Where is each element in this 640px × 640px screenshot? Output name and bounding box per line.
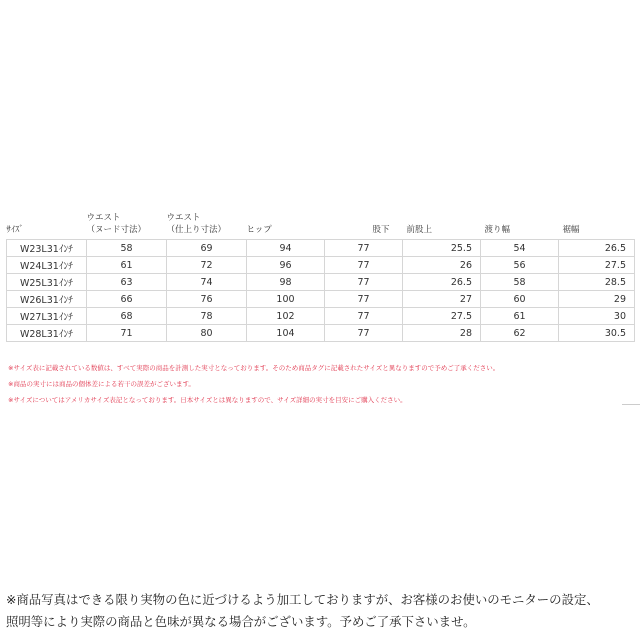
hem-width-cell: 29: [559, 291, 635, 308]
hip-cell: 96: [247, 257, 325, 274]
disclaimer-line-1: ※商品写真はできる限り実物の色に近づけるよう加工しておりますが、お客様のお使いのモニターの設定、: [6, 592, 599, 607]
edge-divider: [622, 404, 640, 405]
hem-width-cell: 30: [559, 308, 635, 325]
size-cell: W26L31ｲﾝﾁ: [7, 291, 87, 308]
inseam-cell: 77: [325, 274, 403, 291]
front-rise-cell: 26.5: [403, 274, 481, 291]
size-chart-table: [6, 206, 635, 342]
front-rise-cell: 26: [403, 257, 481, 274]
waist-finished-cell: 69: [167, 240, 247, 257]
waist-nude-cell: 58: [87, 240, 167, 257]
thigh-width-cell: 54: [481, 240, 559, 257]
header-thigh-width: 渡り幅: [484, 225, 511, 235]
front-rise-cell: 27.5: [403, 308, 481, 325]
size-notes: [8, 360, 628, 408]
hem-width-cell: 27.5: [559, 257, 635, 274]
thigh-width-cell: 56: [481, 257, 559, 274]
header-front-rise: 前股上: [406, 225, 433, 235]
table-row: [7, 308, 635, 325]
header-waist-finished: ウエスト （仕上り寸法）: [166, 213, 227, 235]
hem-width-cell: 26.5: [559, 240, 635, 257]
hem-width-cell: 28.5: [559, 274, 635, 291]
table-row: [7, 240, 635, 257]
table-row: [7, 274, 635, 291]
waist-finished-cell: 74: [167, 274, 247, 291]
size-cell: W28L31ｲﾝﾁ: [7, 325, 87, 342]
inseam-cell: 77: [325, 257, 403, 274]
note-variance: ※商品の実寸には商品の個体差による若干の誤差がございます。: [8, 380, 195, 388]
inseam-cell: 77: [325, 291, 403, 308]
front-rise-cell: 28: [403, 325, 481, 342]
color-disclaimer: [6, 589, 636, 633]
hip-cell: 102: [247, 308, 325, 325]
table-row: [7, 325, 635, 342]
waist-nude-cell: 63: [87, 274, 167, 291]
inseam-cell: 77: [325, 308, 403, 325]
header-hip: ヒップ: [246, 225, 272, 235]
inseam-cell: 77: [325, 240, 403, 257]
thigh-width-cell: 58: [481, 274, 559, 291]
thigh-width-cell: 62: [481, 325, 559, 342]
waist-finished-cell: 78: [167, 308, 247, 325]
disclaimer-line-2: 照明等により実際の商品と色味が異なる場合がございます。予めご了承下さいませ。: [6, 614, 476, 629]
hip-cell: 100: [247, 291, 325, 308]
hem-width-cell: 30.5: [559, 325, 635, 342]
header-inseam: 股下: [372, 225, 390, 235]
header-size: ｻｲｽﾞ: [6, 225, 24, 235]
header-waist-nude: ウエスト （ヌード寸法）: [86, 213, 147, 235]
waist-nude-cell: 61: [87, 257, 167, 274]
size-cell: W27L31ｲﾝﾁ: [7, 308, 87, 325]
waist-nude-cell: 68: [87, 308, 167, 325]
waist-nude-cell: 66: [87, 291, 167, 308]
size-cell: W24L31ｲﾝﾁ: [7, 257, 87, 274]
thigh-width-cell: 60: [481, 291, 559, 308]
hip-cell: 94: [247, 240, 325, 257]
front-rise-cell: 27: [403, 291, 481, 308]
table-row: [7, 291, 635, 308]
inseam-cell: 77: [325, 325, 403, 342]
note-us-sizing: ※サイズについてはアメリカサイズ表記となっております。日本サイズとは異なりますので、サイズ詳細の実寸を目安にご購入ください。: [8, 396, 407, 404]
note-measurement: ※サイズ表に記載されている数値は、すべて実際の商品を計測した実寸となっております。そのため商品タグに記載されたサイズと異なりますので予めご了承ください。: [8, 364, 500, 372]
hip-cell: 104: [247, 325, 325, 342]
waist-finished-cell: 72: [167, 257, 247, 274]
thigh-width-cell: 61: [481, 308, 559, 325]
front-rise-cell: 25.5: [403, 240, 481, 257]
waist-nude-cell: 71: [87, 325, 167, 342]
waist-finished-cell: 80: [167, 325, 247, 342]
table-row: [7, 257, 635, 274]
waist-finished-cell: 76: [167, 291, 247, 308]
hip-cell: 98: [247, 274, 325, 291]
size-chart-header: [7, 206, 635, 240]
header-hem-width: 裾幅: [562, 225, 580, 235]
size-cell: W23L31ｲﾝﾁ: [7, 240, 87, 257]
size-cell: W25L31ｲﾝﾁ: [7, 274, 87, 291]
